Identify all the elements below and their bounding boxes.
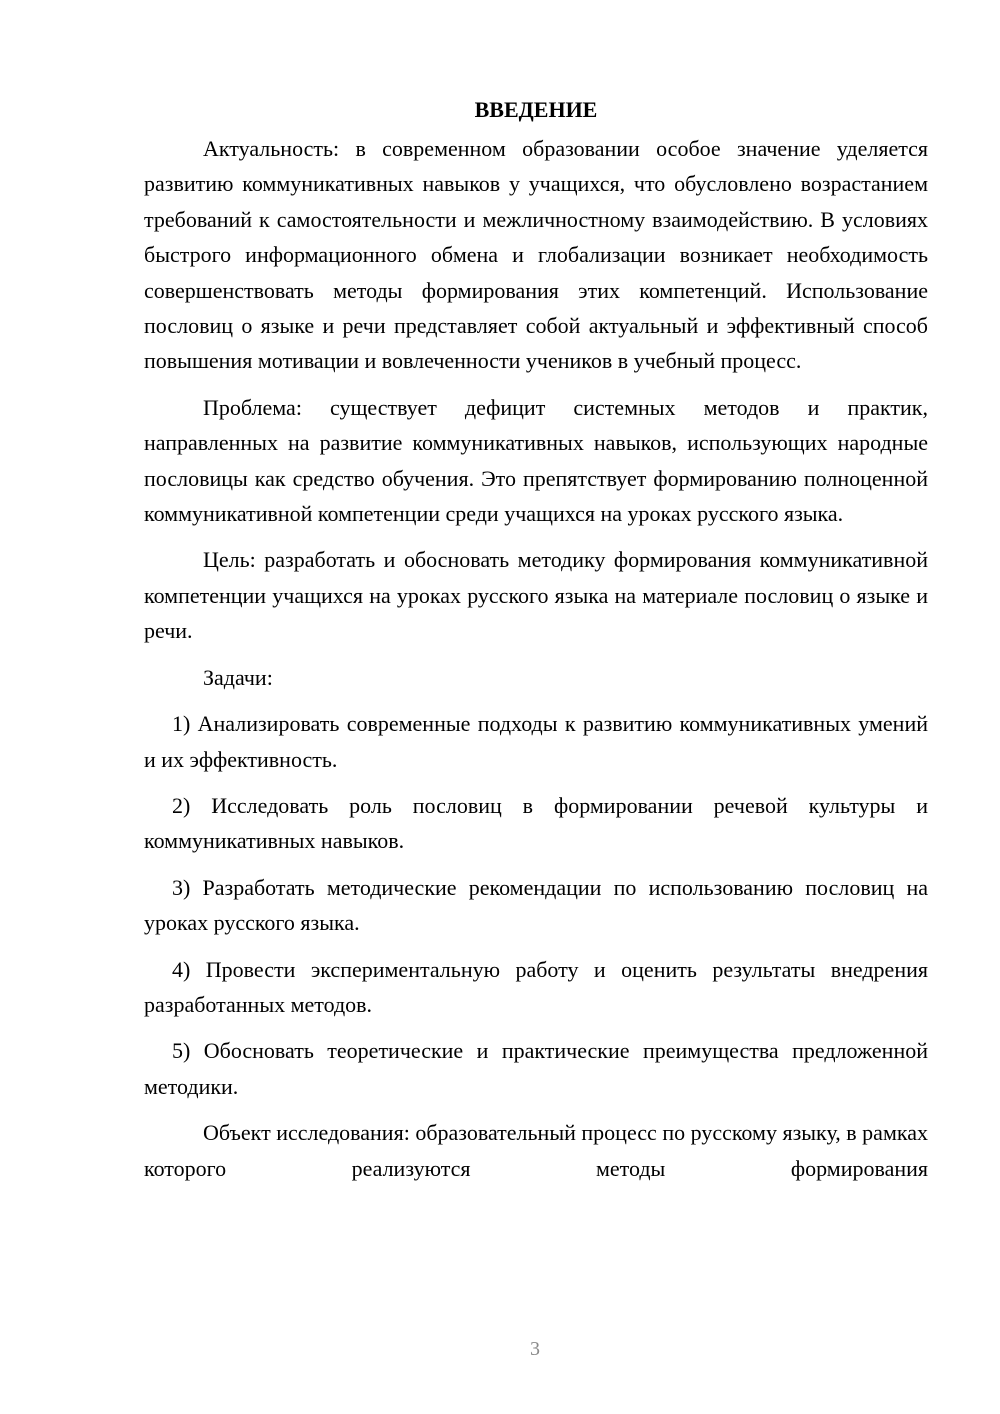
section-title: ВВЕДЕНИЕ	[474, 97, 598, 122]
task-item-2: 2) Исследовать роль пословиц в формировании речевой культуры и коммуникативных навыков.	[144, 792, 928, 854]
tasks-heading: Задачи:	[203, 664, 273, 690]
object-paragraph: Объект исследования: образовательный процесс по русскому языку, в рамках которого реализуются методы формирования	[144, 1120, 928, 1181]
problem-paragraph: Проблема: существует дефицит системных методов и практик, направленных на развитие коммуникативных навыков, использующих народные пословицы как средство обучения. Это препятствует формированию полноценной коммуникативной компетенции среди учащихся на уроках русского языка.	[144, 394, 928, 527]
page-number: 3	[530, 1338, 540, 1360]
page-content	[144, 92, 928, 1186]
task-item-1: 1) Анализировать современные подходы к развитию коммуникативных умений и их эффективность.	[144, 711, 928, 772]
relevance-paragraph: Актуальность: в современном образовании особое значение уделяется развитию коммуникативных навыков у учащихся, что обусловлено возрастанием требований к самостоятельности и межличностному взаимодействию. В условиях быстрого информационного обмена и глобализации возникает необходимость совершенствовать методы формирования этих компетенций. Использование пословиц о языке и речи представляет собой актуальный и эффективный способ повышения мотивации и вовлеченности учеников в учебный процесс.	[144, 136, 928, 374]
task-item-5: 5) Обосновать теоретические и практические преимущества предложенной методики.	[144, 1038, 928, 1099]
task-item-4: 4) Провести экспериментальную работу и оценить результаты внедрения разработанных методов.	[144, 956, 928, 1017]
task-item-3: 3) Разработать методические рекомендации по использованию пословиц на уроках русского языка.	[144, 874, 928, 936]
goal-paragraph: Цель: разработать и обосновать методику формирования коммуникативной компетенции учащихся на уроках русского языка на материале пословиц о языке и речи.	[144, 547, 928, 644]
